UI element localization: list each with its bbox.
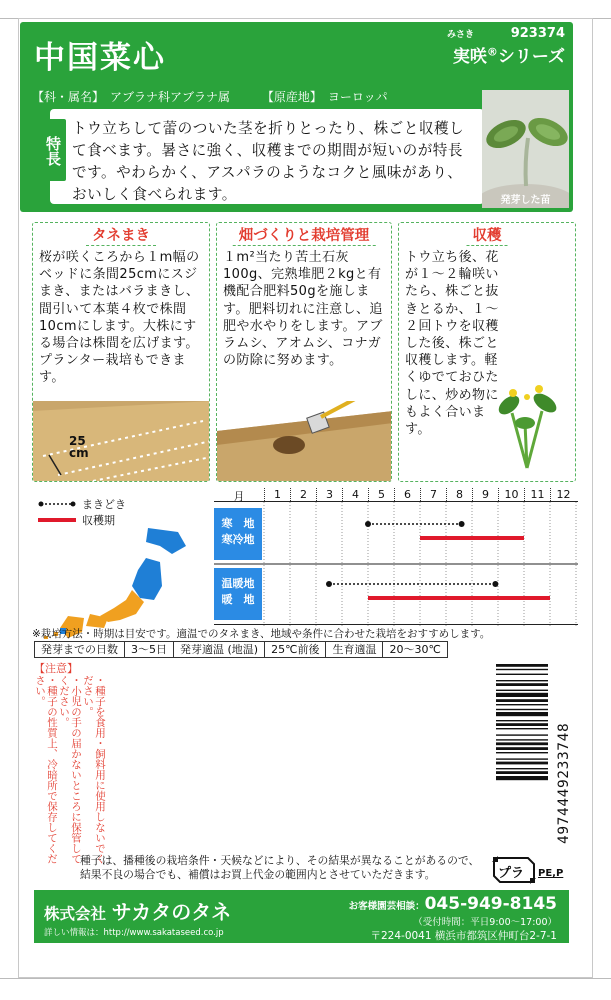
- region-warm: 温暖地 暖 地: [214, 568, 262, 620]
- sow-period-endpoint: [365, 521, 371, 527]
- family-line: [32, 88, 394, 105]
- origin-value: ヨーロッパ: [327, 90, 388, 104]
- header-panel: [20, 22, 573, 212]
- caution-line: ・小児の手の届かないところに保管してください。: [58, 675, 82, 864]
- barcode-number: 4974449233748: [556, 722, 572, 844]
- harvest-title: 収穫: [459, 222, 516, 248]
- recycle-label: PE,P: [538, 868, 564, 879]
- growth-temp-value: 20～30℃: [389, 643, 441, 656]
- barcode-bar: [496, 709, 548, 710]
- sowing-illustration: [33, 401, 210, 481]
- month-9: 9: [472, 488, 498, 501]
- germination-temp-value: 25℃前後: [265, 642, 326, 657]
- germination-temp-label: 発芽適温 (地温): [174, 642, 265, 657]
- disclaimer-text: 種子は、播種後の栽培条件・天候などにより、その結果が異なることがあるので、結果不良の場合でも、補償はお買上代金の範囲内とさせていただきます。: [80, 854, 480, 881]
- business-hours: （受付時間：平日9:00～17:00）: [413, 917, 557, 928]
- calendar-legend: [38, 496, 126, 528]
- legend-harvest-label: 収穫期: [82, 514, 115, 527]
- company-prefix: 株式会社: [44, 905, 107, 923]
- month-label: 月: [233, 490, 245, 503]
- barcode-bar: [496, 739, 548, 740]
- series-suffix: シリーズ: [497, 47, 565, 67]
- calendar-header: [214, 488, 578, 501]
- germination-days-label: 発芽までの日数: [35, 642, 125, 657]
- barcode: [496, 664, 548, 820]
- barcode-bar: [496, 712, 548, 716]
- contact-label: お客様園芸相談：: [348, 901, 425, 912]
- registered-mark: ®: [486, 45, 498, 59]
- harvest-line-icon: [38, 517, 76, 523]
- sowing-title: タネまき: [78, 222, 164, 248]
- origin-label: 【原産地】: [261, 90, 322, 104]
- month-5: 5: [368, 488, 394, 501]
- month-4: 4: [342, 488, 368, 501]
- barcode-bar: [496, 768, 548, 769]
- barcode-bar: [496, 752, 548, 753]
- caution-title: 【注意】: [34, 662, 78, 675]
- soil-illustration: [217, 401, 392, 481]
- series-ruby: みさき: [447, 30, 475, 40]
- growth-temp-label: 生育適温: [326, 642, 383, 657]
- cultivation-calendar: [214, 488, 578, 625]
- caution-line: ・種子を食用・飼料用に使用しないでください。: [82, 675, 106, 864]
- row-spacing-number: 25: [69, 434, 86, 448]
- legend-sow-label: まきどき: [82, 498, 126, 511]
- calendar-bars: [214, 502, 578, 626]
- company-address: 〒224-0041 横浜市都筑区仲町台2-7-1: [370, 930, 557, 942]
- barcode-bar: [496, 771, 548, 774]
- month-3: 3: [316, 488, 342, 501]
- barcode-bar: [496, 742, 548, 745]
- soil-text: １m²当たり苦土石灰100g、完熟堆肥２kgと有機配合肥料50gを施します。肥料切れに注意し、追肥や水やりをします。アブラムシ、アオムシ、コナガの防除に努めます。: [223, 250, 383, 369]
- barcode-bar: [496, 664, 548, 667]
- soil-section: [216, 222, 392, 482]
- legend-sow: [38, 496, 126, 512]
- footer-band: [34, 890, 569, 943]
- product-code: 923374: [510, 26, 565, 41]
- sow-line-icon: [38, 501, 76, 507]
- month-10: 10: [498, 488, 524, 501]
- company-brand: サカタのタネ: [111, 900, 232, 924]
- phone-number[interactable]: 045-949-8145: [424, 894, 557, 914]
- barcode-bar: [496, 693, 548, 697]
- barcode-bar: [496, 704, 548, 705]
- company-name: [44, 896, 231, 925]
- sow-period-endpoint: [459, 521, 465, 527]
- barcode-bar: [496, 669, 548, 670]
- recycle-mark-text: プラ: [498, 866, 525, 881]
- barcode-bar: [496, 690, 548, 691]
- harvest-text: トウ立ち後、花が１～２輪咲いたら、株ごと抜きとるか、１～２回トウを収穫した後、株ごと収穫します。軽くゆでておひたしに、炒め物にもよく合います。: [405, 250, 499, 438]
- family-label: 【科・属名】: [32, 90, 105, 104]
- soil-title: 畑づくりと栽培管理: [225, 222, 384, 248]
- month-6: 6: [394, 488, 420, 501]
- caution-line: ・種子の性質上、冷暗所で保存してください。: [34, 675, 58, 864]
- barcode-bar: [496, 723, 548, 726]
- barcode-bar: [496, 758, 548, 759]
- caution-text: [36, 675, 106, 865]
- barcode-bar: [496, 747, 548, 750]
- series-name: [425, 42, 565, 67]
- germination-table: [34, 641, 448, 658]
- feature-tag: 特長: [40, 119, 66, 181]
- row-spacing-label: [69, 435, 89, 459]
- barcode-bar: [496, 683, 548, 686]
- barcode-bar: [496, 674, 548, 675]
- feature-box: [44, 109, 484, 204]
- sow-period-endpoint: [492, 581, 498, 587]
- barcode-bar: [496, 699, 548, 702]
- harvest-section: [398, 222, 576, 482]
- company-url[interactable]: 詳しい情報は：http://www.sakataseed.co.jp: [44, 928, 224, 938]
- region-cold: 寒 地 寒冷地: [214, 508, 262, 560]
- barcode-bar: [496, 762, 548, 765]
- series-name-text: 実咲: [452, 47, 487, 67]
- series-badge: [425, 28, 565, 74]
- contact-block: [349, 894, 557, 943]
- germination-days-value: 3～5日: [125, 642, 174, 657]
- harvest-illustration: [487, 363, 567, 473]
- harvest-period-bar: [368, 596, 550, 600]
- sow-period-endpoint: [326, 581, 332, 587]
- barcode-bar: [496, 728, 548, 729]
- product-title: 中国菜心: [34, 40, 166, 76]
- crop-mark: [0, 978, 611, 979]
- calendar-grid: [214, 501, 578, 625]
- month-1: 1: [264, 488, 290, 501]
- barcode-bar: [496, 720, 548, 721]
- month-11: 11: [524, 488, 550, 501]
- harvest-period-bar: [420, 536, 524, 540]
- month-8: 8: [446, 488, 472, 501]
- month-2: 2: [290, 488, 316, 501]
- family-value: アブラナ科アブラナ属: [110, 90, 231, 104]
- month-7: 7: [420, 488, 446, 501]
- barcode-bar: [496, 776, 548, 780]
- sowing-section: [32, 222, 210, 482]
- row-spacing-unit: cm: [69, 446, 89, 460]
- cultivation-note: ※栽培方法・時期は目安です。適温でのタネまき、地域や条件に合わせた栽培をおすすめします。: [32, 628, 491, 640]
- photo-caption: 発芽した苗: [500, 195, 551, 206]
- month-12: 12: [550, 488, 576, 501]
- japan-region-map: [28, 528, 214, 640]
- feature-text: トウ立ちして蕾のついた茎を折りとったり、株ごと収穫して食べます。暑さに強く、収穫までの期間が短いのが特長です。やわらかく、アスパラのようなコクと風味があり、おいしく食べられます。: [72, 120, 465, 203]
- barcode-bar: [496, 734, 548, 735]
- seedling-photo: [482, 90, 569, 208]
- sowing-text: 桜が咲くころから１m幅のベッドに条間25cmにスジまき、またはバラまきし、間引いて本葉４枚で株間10cmにします。大株にする場合は株間を広げます。プランター栽培もできます。: [39, 250, 200, 386]
- barcode-bar: [496, 680, 548, 681]
- legend-harvest: [38, 512, 126, 528]
